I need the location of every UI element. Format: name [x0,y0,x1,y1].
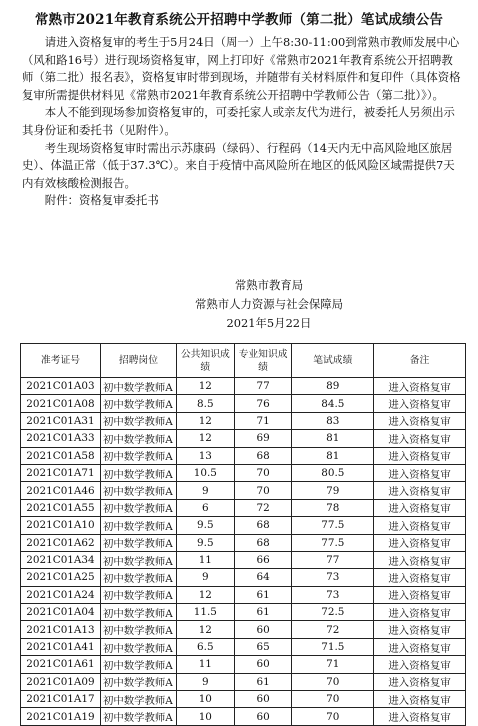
position-cell: 初中数学教师A [100,378,176,395]
public-score-cell: 12 [176,621,234,638]
table-row [21,708,466,725]
signature-org-2: 常熟市人力资源与社会保障局 [194,297,344,311]
table-row [21,673,466,690]
remarks-cell: 进入资格复审 [374,430,466,447]
professional-score-cell: 76 [234,395,292,412]
public-score-cell: 11.5 [176,604,234,621]
professional-score-cell: 70 [234,482,292,499]
written-score-cell: 80.5 [292,464,374,481]
written-score-cell: 71.5 [292,638,374,655]
public-score-cell: 13 [176,447,234,464]
table-row [21,691,466,708]
professional-score-cell: 72 [234,499,292,516]
professional-score-cell: 61 [234,586,292,603]
table-row [21,656,466,673]
table-body [21,378,466,726]
exam-id-cell: 2021C01A62 [21,534,101,551]
exam-id-cell: 2021C01A46 [21,482,101,499]
public-score-cell: 12 [176,586,234,603]
remarks-cell: 进入资格复审 [374,638,466,655]
written-score-cell: 89 [292,378,374,395]
position-cell: 初中数学教师A [100,534,176,551]
exam-id-cell: 2021C01A13 [21,621,101,638]
public-score-cell: 12 [176,412,234,429]
exam-id-cell: 2021C01A31 [21,412,101,429]
public-score-cell: 10.5 [176,464,234,481]
header-exam-id: 准考证号 [21,344,101,378]
position-cell: 初中数学教师A [100,604,176,621]
professional-score-cell: 70 [234,464,292,481]
professional-score-cell: 68 [234,534,292,551]
remarks-cell: 进入资格复审 [374,569,466,586]
written-score-cell: 73 [292,569,374,586]
public-score-cell: 6.5 [176,638,234,655]
remarks-cell: 进入资格复审 [374,691,466,708]
table-row [21,638,466,655]
public-score-cell: 12 [176,378,234,395]
table-row [21,534,466,551]
professional-score-cell: 60 [234,621,292,638]
table-row [21,430,466,447]
written-score-cell: 83 [292,412,374,429]
exam-id-cell: 2021C01A19 [21,708,101,725]
professional-score-cell: 71 [234,412,292,429]
professional-score-cell: 60 [234,656,292,673]
table-row [21,604,466,621]
exam-id-cell: 2021C01A71 [21,464,101,481]
table-row [21,482,466,499]
remarks-cell: 进入资格复审 [374,621,466,638]
professional-score-cell: 69 [234,430,292,447]
remarks-cell: 进入资格复审 [374,586,466,603]
remarks-cell: 进入资格复审 [374,464,466,481]
remarks-cell: 进入资格复审 [374,673,466,690]
paragraph-proxy: 本人不能到现场参加资格复审的，可委托家人或亲友代为进行，被委托人另须出示其身份证和委托书（见附件）。 [22,105,455,137]
remarks-cell: 进入资格复审 [374,482,466,499]
exam-id-cell: 2021C01A25 [21,569,101,586]
remarks-cell: 进入资格复审 [374,499,466,516]
written-score-cell: 77 [292,551,374,568]
remarks-cell: 进入资格复审 [374,517,466,534]
position-cell: 初中数学教师A [100,569,176,586]
public-score-cell: 11 [176,551,234,568]
public-score-cell: 9 [176,569,234,586]
table-row [21,551,466,568]
exam-id-cell: 2021C01A33 [21,430,101,447]
table-row [21,447,466,464]
written-score-cell: 78 [292,499,374,516]
table-row [21,464,466,481]
exam-id-cell: 2021C01A34 [21,551,101,568]
public-score-cell: 6 [176,499,234,516]
position-cell: 初中数学教师A [100,447,176,464]
position-cell: 初中数学教师A [100,482,176,499]
public-score-cell: 8.5 [176,395,234,412]
header-professional-score: 专业知识成绩 [234,344,292,378]
remarks-cell: 进入资格复审 [374,447,466,464]
written-score-cell: 73 [292,586,374,603]
header-position: 招聘岗位 [100,344,176,378]
header-remarks: 备注 [374,344,466,378]
table-header-row [21,344,466,378]
written-score-cell: 70 [292,673,374,690]
position-cell: 初中数学教师A [100,412,176,429]
written-score-cell: 71 [292,656,374,673]
remarks-cell: 进入资格复审 [374,656,466,673]
written-score-cell: 79 [292,482,374,499]
written-score-cell: 77.5 [292,534,374,551]
remarks-cell: 进入资格复审 [374,412,466,429]
remarks-cell: 进入资格复审 [374,395,466,412]
public-score-cell: 12 [176,430,234,447]
paragraph-attachment: 附件：资格复审委托书 [44,193,159,208]
exam-id-cell: 2021C01A24 [21,586,101,603]
exam-id-cell: 2021C01A04 [21,604,101,621]
exam-id-cell: 2021C01A58 [21,447,101,464]
professional-score-cell: 64 [234,569,292,586]
exam-id-cell: 2021C01A55 [21,499,101,516]
signature-org-1: 常熟市教育局 [234,278,304,292]
position-cell: 初中数学教师A [100,551,176,568]
written-score-cell: 77.5 [292,517,374,534]
position-cell: 初中数学教师A [100,638,176,655]
position-cell: 初中数学教师A [100,708,176,725]
position-cell: 初中数学教师A [100,464,176,481]
professional-score-cell: 77 [234,378,292,395]
public-score-cell: 10 [176,691,234,708]
position-cell: 初中数学教师A [100,673,176,690]
public-score-cell: 9 [176,482,234,499]
exam-id-cell: 2021C01A61 [21,656,101,673]
position-cell: 初中数学教师A [100,621,176,638]
professional-score-cell: 61 [234,604,292,621]
public-score-cell: 9.5 [176,534,234,551]
professional-score-cell: 60 [234,691,292,708]
table-row [21,412,466,429]
written-score-cell: 72.5 [292,604,374,621]
position-cell: 初中数学教师A [100,586,176,603]
written-score-cell: 70 [292,691,374,708]
position-cell: 初中数学教师A [100,517,176,534]
table-row [21,569,466,586]
exam-id-cell: 2021C01A09 [21,673,101,690]
exam-id-cell: 2021C01A10 [21,517,101,534]
professional-score-cell: 68 [234,517,292,534]
paragraph-review-instructions: 请进入资格复审的考生于5月24日（周一）上午8:30-11:00到常熟市教师发展中心（风和路16号）进行现场资格复审，网上打印好《常熟市2021年教育系统公开招聘教师（第二批）报名表》，资格复审时带到现场，并随带有关材料原件和复印件（具体资格复审所需提供材料见《常熟市2021年教育系统公开招聘中学教师公告（第二批）》）。 [22,35,461,102]
remarks-cell: 进入资格复审 [374,551,466,568]
table-row [21,586,466,603]
professional-score-cell: 68 [234,447,292,464]
table-row [21,395,466,412]
professional-score-cell: 65 [234,638,292,655]
position-cell: 初中数学教师A [100,691,176,708]
remarks-cell: 进入资格复审 [374,534,466,551]
remarks-cell: 进入资格复审 [374,378,466,395]
table-row [21,378,466,395]
position-cell: 初中数学教师A [100,395,176,412]
public-score-cell: 9 [176,673,234,690]
table-row [21,621,466,638]
paragraph-health-requirements: 考生现场资格复审时需出示苏康码（绿码）、行程码（14天内无中高风险地区旅居史）、体温正常（低于37.3℃）。来自于疫情中高风险所在地区的低风险区域需提供7天内有效核酸检测报告。 [22,140,455,190]
notice-body [22,34,462,210]
table-row [21,499,466,516]
exam-id-cell: 2021C01A41 [21,638,101,655]
written-score-cell: 84.5 [292,395,374,412]
exam-id-cell: 2021C01A17 [21,691,101,708]
exam-id-cell: 2021C01A03 [21,378,101,395]
position-cell: 初中数学教师A [100,430,176,447]
public-score-cell: 10 [176,708,234,725]
header-public-score: 公共知识成绩 [176,344,234,378]
signature-date: 2021年5月22日 [226,316,312,330]
position-cell: 初中数学教师A [100,499,176,516]
written-score-cell: 81 [292,447,374,464]
page-title: 常熟市2021年教育系统公开招聘中学教师（第二批）笔试成绩公告 [34,12,444,28]
written-score-cell: 72 [292,621,374,638]
table-row [21,517,466,534]
position-cell: 初中数学教师A [100,656,176,673]
professional-score-cell: 61 [234,673,292,690]
exam-id-cell: 2021C01A08 [21,395,101,412]
remarks-cell: 进入资格复审 [374,604,466,621]
score-table [20,343,466,726]
header-written-score: 笔试成绩 [292,344,374,378]
remarks-cell: 进入资格复审 [374,708,466,725]
professional-score-cell: 60 [234,708,292,725]
written-score-cell: 70 [292,708,374,725]
professional-score-cell: 66 [234,551,292,568]
public-score-cell: 9.5 [176,517,234,534]
public-score-cell: 11 [176,656,234,673]
written-score-cell: 81 [292,430,374,447]
